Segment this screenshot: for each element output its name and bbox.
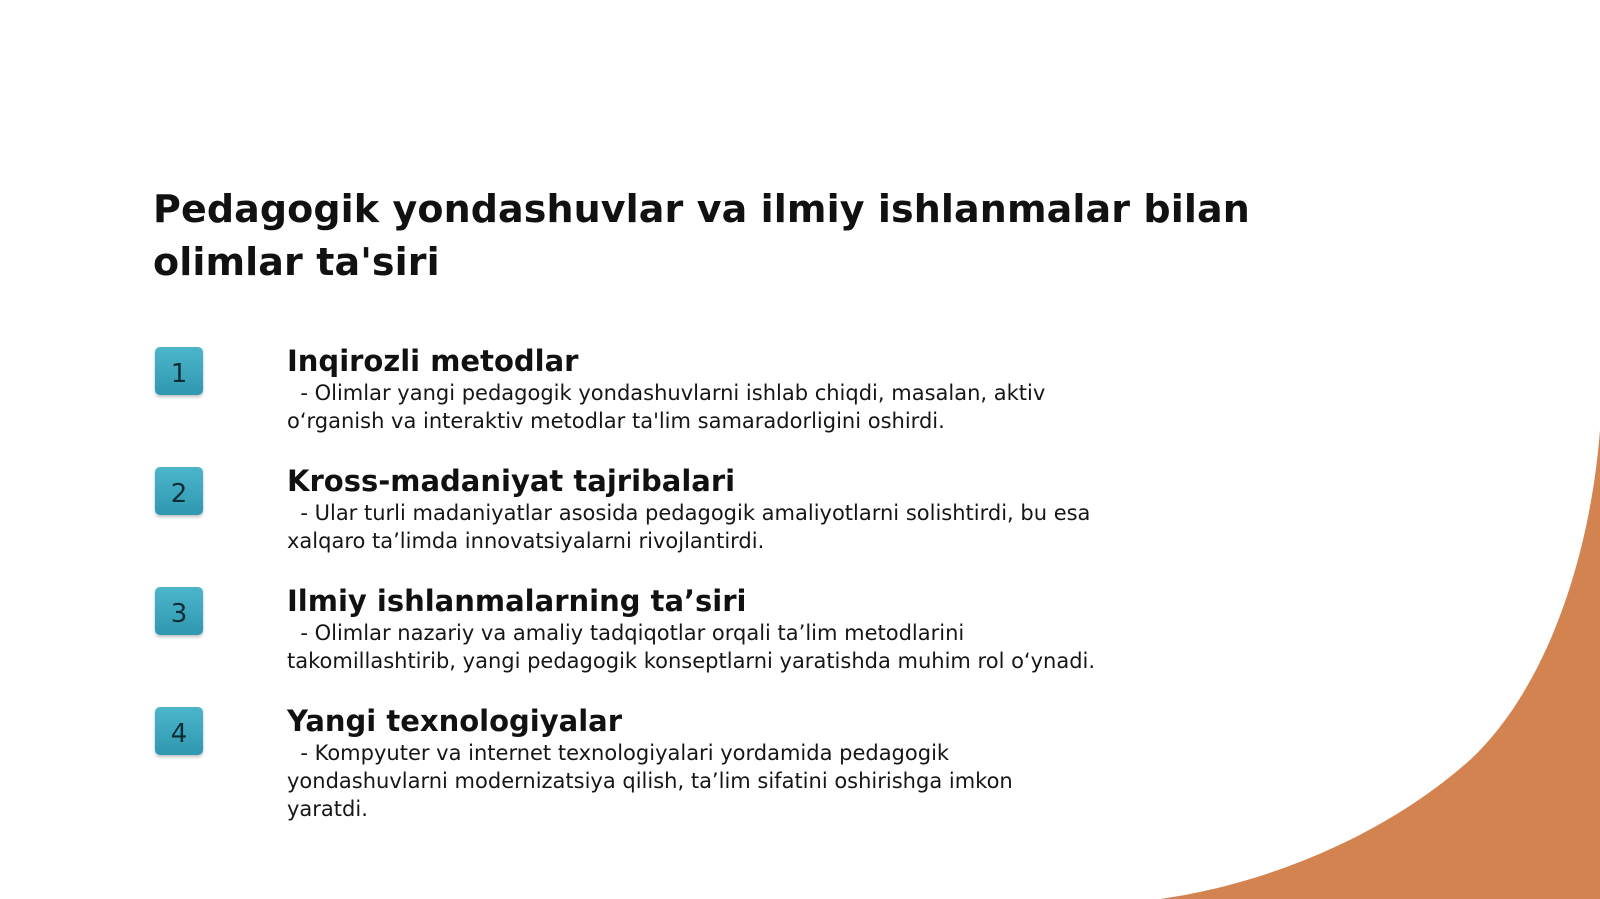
step-number-badge: 1 xyxy=(155,347,203,395)
list-item-description: - Olimlar yangi pedagogik yondashuvlarni ishlab chiqdi, masalan, aktiv o‘rganish va interaktiv metodlar ta'lim samaradorligini oshirdi. xyxy=(287,381,1052,433)
list-item xyxy=(153,703,1103,821)
list-item-text xyxy=(287,703,1097,823)
slide-title: Pedagogik yondashuvlar va ilmiy ishlanmalar bilan olimlar ta'siri xyxy=(153,187,1250,284)
step-number-badge: 4 xyxy=(155,707,203,755)
list-item-text xyxy=(287,583,1097,675)
list-item-description: - Olimlar nazariy va amaliy tadqiqotlar orqali ta’lim metodlarini takomillashtirib, yangi pedagogik konseptlarni yaratishda muhim rol o‘ynadi. xyxy=(287,621,1096,673)
list-item-title: Ilmiy ishlanmalarning ta’siri xyxy=(287,584,747,618)
list-item-description: - Kompyuter va internet texnologiyalari yordamida pedagogik yondashuvlarni modernizatsiya qilish, ta’lim sifatini oshirishga imkon yaratdi. xyxy=(287,741,1020,821)
accent-curve-fill xyxy=(1160,430,1600,899)
list-item xyxy=(153,583,1103,701)
list-item xyxy=(153,463,1103,581)
step-number-badge: 2 xyxy=(155,467,203,515)
list-item-title: Yangi texnologiyalar xyxy=(287,704,623,738)
list-item-description: - Ular turli madaniyatlar asosida pedagogik amaliyotlarni solishtirdi, bu esa xalqaro ta’limda innovatsiyalarni rivojlantirdi. xyxy=(287,501,1098,553)
list-item-title: Kross-madaniyat tajribalari xyxy=(287,464,736,498)
list-item-title: Inqirozli metodlar xyxy=(287,344,579,378)
list-item-text xyxy=(287,343,1097,435)
list-item-text xyxy=(287,463,1097,555)
step-number-badge: 3 xyxy=(155,587,203,635)
list-item xyxy=(153,343,1103,461)
